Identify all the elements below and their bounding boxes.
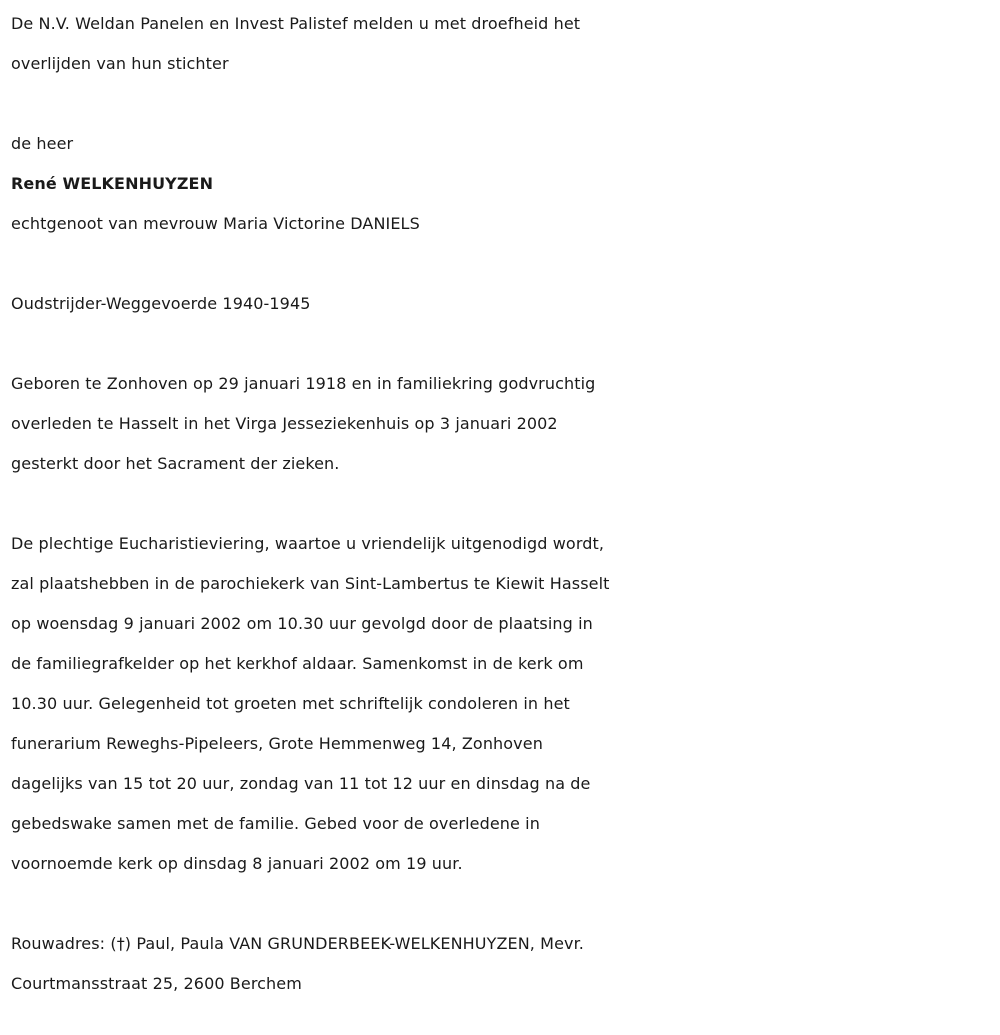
spacer xyxy=(11,84,996,124)
intro-line-1: De N.V. Weldan Panelen en Invest Palistef melden u met droefheid het xyxy=(11,14,581,33)
title-prefix: de heer xyxy=(11,134,74,153)
ceremony-line-5: 10.30 uur. Gelegenheid tot groeten met schriftelijk condoleren in het xyxy=(11,694,570,713)
address-line-2: Courtmansstraat 25, 2600 Berchem xyxy=(11,974,302,993)
spacer xyxy=(11,244,996,284)
obituary-notice xyxy=(11,4,996,1004)
spouse-line: echtgenoot van mevrouw Maria Victorine DANIELS xyxy=(11,214,420,233)
ceremony-line-1: De plechtige Eucharistieviering, waartoe u vriendelijk uitgenodigd wordt, xyxy=(11,534,605,553)
intro-line-2: overlijden van hun stichter xyxy=(11,54,229,73)
ceremony-line-3: op woensdag 9 januari 2002 om 10.30 uur gevolgd door de plaatsing in xyxy=(11,614,593,633)
ceremony-line-4: de familiegrafkelder op het kerkhof aldaar. Samenkomst in de kerk om xyxy=(11,654,584,673)
ceremony-line-6: funerarium Reweghs-Pipeleers, Grote Hemmenweg 14, Zonhoven xyxy=(11,734,543,753)
ceremony-line-9: voornoemde kerk op dinsdag 8 januari 2002 om 19 uur. xyxy=(11,854,463,873)
ceremony-line-7: dagelijks van 15 tot 20 uur, zondag van 11 tot 12 uur en dinsdag na de xyxy=(11,774,591,793)
spacer xyxy=(11,884,996,924)
spacer xyxy=(11,484,996,524)
ceremony-line-2: zal plaatshebben in de parochiekerk van Sint-Lambertus te Kiewit Hasselt xyxy=(11,574,610,593)
spacer xyxy=(11,324,996,364)
birth-death-line-1: Geboren te Zonhoven op 29 januari 1918 en in familiekring godvruchtig xyxy=(11,374,596,393)
ceremony-line-8: gebedswake samen met de familie. Gebed voor de overledene in xyxy=(11,814,540,833)
deceased-name: René WELKENHUYZEN xyxy=(11,174,214,193)
birth-death-line-2: overleden te Hasselt in het Virga Jesseziekenhuis op 3 januari 2002 xyxy=(11,414,558,433)
birth-death-line-3: gesterkt door het Sacrament der zieken. xyxy=(11,454,340,473)
veteran-line: Oudstrijder-Weggevoerde 1940-1945 xyxy=(11,294,311,313)
address-line-1: Rouwadres: (†) Paul, Paula VAN GRUNDERBEEK-WELKENHUYZEN, Mevr. xyxy=(11,934,584,953)
